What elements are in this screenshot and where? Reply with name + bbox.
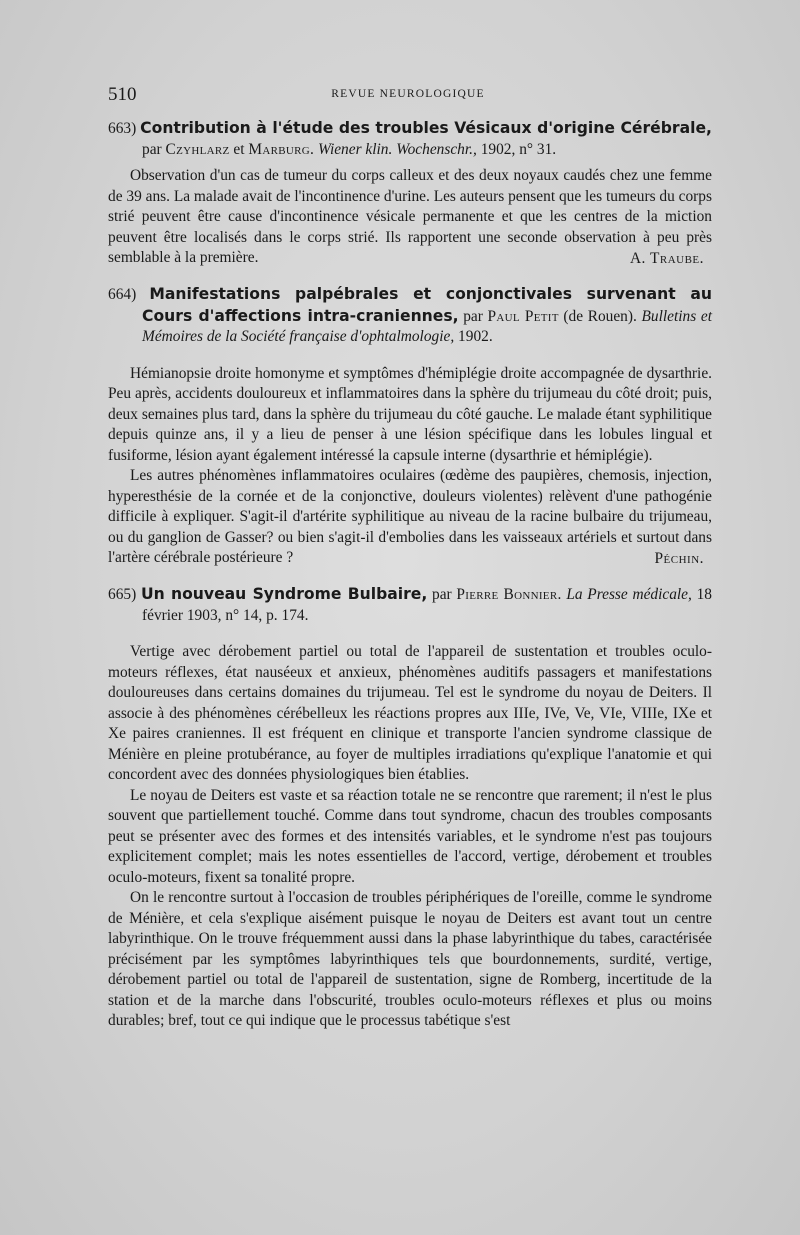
entry-source-details: 18 février 1903, n° 14, p. 174. [142,586,712,624]
entry-heading [108,118,712,160]
entry-title: Un nouveau Syndrome Bulbaire, [140,585,428,603]
entry-paragraph: Vertige avec dérobement partiel ou total de l'appareil de sustentation et troubles oculo-moteurs réflexes, état nauséeux et anxieux, phénomènes auditifs passagers et manifestations douloureuses dans certains domaines du trijumeau. Tel est le syndrome du noyau de Deiters. Il associe à des phénomènes cérébelleux les réactions propres aux IIIe, IVe, Ve, VIe, VIIIe, IXe et Xe paires craniennes. Il est fréquent en clinique et transporte l'ancien syndrome classique de Ménière en pleine protubérance, au foyer de multiples irradiations qu'explique l'anatomie et qui concordent avec des données physiologiques bien établies. [108,643,712,783]
entry-heading [108,584,712,626]
entry-source: La Presse médicale, [566,586,692,603]
entry-source-details: 1902, n° 31. [480,140,557,158]
entry-author: Czyhlarz [165,140,230,158]
abstract-entry-664 [108,284,712,569]
entry-paragraph: Les autres phénomènes inflammatoires oculaires (œdème des paupières, chemosis, injection, hyperesthésie de la cornée et de la conjonctive, douleurs violentes) relèvent d'une pathogénie difficile à expliquer. S'agit-il d'artérite syphilitique au niveau de la racine bulbaire du trijumeau, ou du ganglion de Gasser? ou bien s'agit-il d'embolies dans les vaisseaux artériels et surtout dans l'artère cérébrale postérieure ? [108,467,712,566]
entry-number: 664) [108,286,137,303]
spacer [108,348,712,358]
entry-conjunction: et [233,140,245,158]
entry-by: par [432,586,452,603]
entry-signature: Péchin. [654,549,704,567]
entry-heading [108,284,712,348]
entry-author: Pierre Bonnier. [456,586,562,603]
abstract-entry-665 [108,584,712,1032]
page-number: 510 [108,84,137,105]
entry-paragraph: On le rencontre surtout à l'occasion de troubles périphériques de l'oreille, comme le syndrome de Ménière, et cela s'explique aisément puisque le noyau de Deiters est avant tout un centre labyrinthique. On le trouve fréquemment aussi dans la phase labyrinthique du tabes, caractérisée précisément par les symptômes labyrinthiques tels que bourdonnements, surdité, vertige, dérobement partiel ou total de l'appareil de sustentation, signe de Romberg, incertitude de la station et de la marche dans l'obscurité, troubles oculo-moteurs réflexes et plus ou moins durables; bref, tout ce qui indique que le processus tabétique s'est [108,889,712,1029]
page-content [108,118,712,1047]
page-header [108,84,708,108]
entry-signature: A. Traube. [629,249,704,267]
entry-number: 663) [108,120,137,137]
entry-paragraph: Hémianopsie droite homonyme et symptômes d'hémiplégie droite accompagnée de dysarthrie. Peu après, accidents douloureux et inflammatoires dans la sphère du trijumeau du côté droit; puis, deux semaines plus tard, dans la sphère du trijumeau du côté gauche. Le malade étant syphilitique depuis quinze ans, il y a lieu de penser à une lésion spécifique dans les lobules lingual et fusiforme, lésion ayant également intéressé la capsule interne (dysarthrie et hémiplégie). [108,364,712,464]
entry-number: 665) [108,586,137,603]
entry-by: par [463,307,483,325]
entry-source: Bulletins et Mémoires de la Société française d'ophtalmologie, [142,307,712,345]
entry-author-2: Marburg. [248,140,315,158]
entry-source: Wiener klin. Wochenschr., [317,140,477,158]
abstract-entry-663 [108,118,712,269]
entry-title: Manifestations palpébrales et conjonctivales survenant au Cours d'affections intra-craniennes, [142,285,712,325]
entry-source-details: 1902. [458,328,493,345]
entry-paragraph: Observation d'un cas de tumeur du corps calleux et des deux noyaux caudés chez une femme de 39 ans. La malade avait de l'incontinence d'urine. Les auteurs pensent que les tumeurs du corps strié peuvent être cause d'incontinence vésicale permanente et que les centres de la miction peuvent être localisés dans le corps strié. Ils rapportent une seconde observation à peu près semblable à la première. [108,167,712,266]
entry-title: Contribution à l'étude des troubles Vésicaux d'origine Cérébrale, [140,119,712,137]
spacer [108,626,712,636]
running-title: REVUE NEUROLOGIQUE [331,88,485,100]
entry-paragraph: Le noyau de Deiters est vaste et sa réaction totale ne se rencontre que rarement; il n'est le plus souvent que partiellement touché. Comme dans tout syndrome, chacun des troubles composants peut se présenter avec des formes et des intensités variables, et le syndrome n'est pas toujours explicitement complet; mais les notes essentielles de l'accord, vertige, dérobement et troubles oculo-moteurs, fixent sa tonalité propre. [108,786,712,886]
entry-author: Paul Petit [487,307,559,325]
entry-author-note: (de Rouen). [563,307,637,325]
entry-by: par [142,140,162,158]
